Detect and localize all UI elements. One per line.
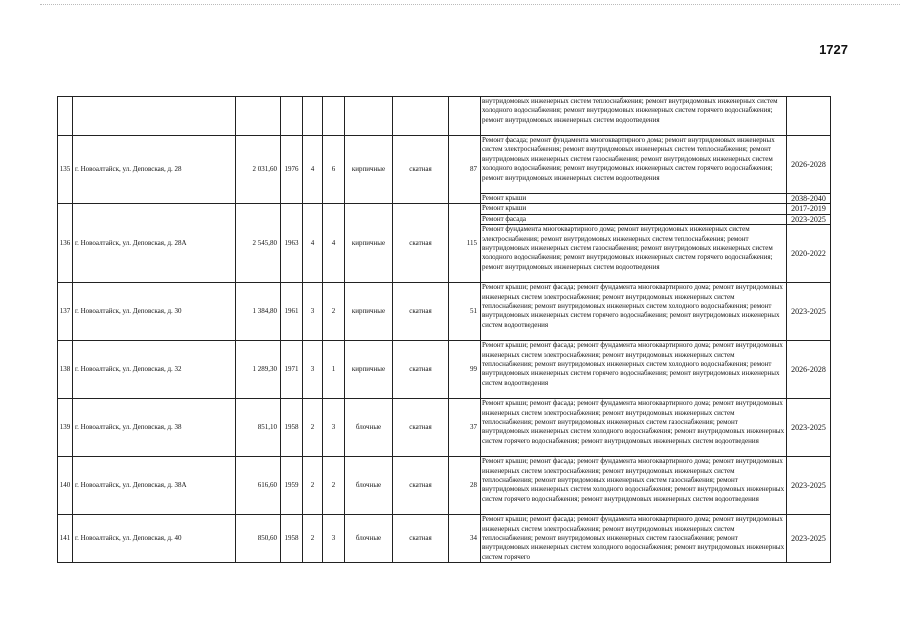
period-cell: 2023-2025 (787, 214, 831, 224)
entrances-cell: 2 (323, 457, 345, 515)
margin-cell (831, 457, 841, 515)
scan-artifact-line (40, 4, 900, 9)
margin-cell (831, 399, 841, 457)
row-number: 138 (58, 341, 73, 399)
entrances-cell: 4 (323, 204, 345, 283)
margin-cell (831, 341, 841, 399)
period-cell: 2020-2022 (787, 225, 831, 283)
table-row (58, 283, 841, 341)
area-cell: 1 289,30 (236, 341, 281, 399)
walls-cell: кирпичные (345, 341, 393, 399)
year-cell: 1971 (281, 341, 303, 399)
year-cell: 1958 (281, 515, 303, 563)
entrances-cell: 3 (323, 399, 345, 457)
table-row (58, 515, 841, 563)
table-row (58, 341, 841, 399)
address-cell: г. Новоалтайск, ул. Деповская, д. 30 (73, 283, 236, 341)
table-row (58, 204, 841, 214)
year-cell: 1958 (281, 399, 303, 457)
works-cell: Ремонт крыши (481, 194, 787, 204)
floors-cell: 2 (303, 515, 323, 563)
area-cell: 850,60 (236, 515, 281, 563)
address-cell: г. Новоалтайск, ул. Деповская, д. 28 (73, 136, 236, 204)
table-row-continued (58, 97, 841, 136)
address-cell: г. Новоалтайск, ул. Деповская, д. 28А (73, 204, 236, 283)
address-cell: г. Новоалтайск, ул. Деповская, д. 40 (73, 515, 236, 563)
address-cell: г. Новоалтайск, ул. Деповская, д. 38 (73, 399, 236, 457)
residents-cell: 37 (449, 399, 481, 457)
entrances-cell: 2 (323, 283, 345, 341)
walls-cell: блочные (345, 457, 393, 515)
residents-cell: 28 (449, 457, 481, 515)
margin-cell (831, 515, 841, 563)
margin-cell (831, 136, 841, 204)
period-cell: 2026-2028 (787, 136, 831, 194)
margin-cell (831, 283, 841, 341)
table-body (58, 97, 841, 563)
roof-cell: скатная (393, 204, 449, 283)
walls-cell: кирпичные (345, 283, 393, 341)
area-cell: 2 545,80 (236, 204, 281, 283)
works-cell: Ремонт крыши (481, 204, 787, 214)
row-number: 137 (58, 283, 73, 341)
works-cell: Ремонт крыши; ремонт фасада; ремонт фундамента многоквартирного дома; ремонт внутридомовых инженерных систем электроснабжения; ремонт внутридомовых инженерных систем теплоснабжения; ремонт внутридомовых инженерных систем газоснабжения; ремонт внутридомовых инженерных систем холодного водоснабжения; ремонт внутридомовых инженерных систем горячего водоснабжения; ремонт внутридомовых инженерных систем водоотведения (481, 399, 787, 457)
roof-cell: скатная (393, 341, 449, 399)
works-cell: внутридомовых инженерных систем теплоснабжения; ремонт внутридомовых инженерных систем холодного водоснабжения; ремонт внутридомовых инженерных систем горячего водоснабжения; ремонт внутридомовых инженерных систем водоотведения (481, 97, 787, 136)
period-cell: 2023-2025 (787, 515, 831, 563)
row-number: 139 (58, 399, 73, 457)
row-number: 141 (58, 515, 73, 563)
entrances-cell: 6 (323, 136, 345, 204)
year-cell: 1963 (281, 204, 303, 283)
margin-cell (831, 204, 841, 283)
works-cell: Ремонт фундамента многоквартирного дома; ремонт внутридомовых инженерных систем электроснабжения; ремонт внутридомовых инженерных систем теплоснабжения; ремонт внутридомовых инженерных систем газоснабжения; ремонт внутридомовых инженерных систем холодного водоснабжения; ремонт внутридомовых инженерных систем горячего водоснабжения; ремонт внутридомовых инженерных систем водоотведения (481, 225, 787, 283)
roof-cell: скатная (393, 457, 449, 515)
roof-cell: скатная (393, 399, 449, 457)
walls-cell: блочные (345, 399, 393, 457)
residents-cell: 34 (449, 515, 481, 563)
roof-cell: скатная (393, 283, 449, 341)
floors-cell: 2 (303, 457, 323, 515)
floors-cell: 4 (303, 204, 323, 283)
area-cell: 1 384,80 (236, 283, 281, 341)
period-cell: 2023-2025 (787, 283, 831, 341)
residents-cell: 51 (449, 283, 481, 341)
area-cell: 2 031,60 (236, 136, 281, 204)
area-cell: 851,10 (236, 399, 281, 457)
walls-cell: кирпичные (345, 136, 393, 204)
floors-cell: 4 (303, 136, 323, 204)
table-row (58, 136, 841, 194)
works-cell: Ремонт крыши; ремонт фасада; ремонт фундамента многоквартирного дома; ремонт внутридомовых инженерных систем электроснабжения; ремонт внутридомовых инженерных систем теплоснабжения; ремонт внутридомовых инженерных систем холодного водоснабжения; ремонт внутридомовых инженерных систем горячего водоснабжения; ремонт внутридомовых инженерных систем водоотведения (481, 283, 787, 341)
year-cell: 1959 (281, 457, 303, 515)
works-cell: Ремонт крыши; ремонт фасада; ремонт фундамента многоквартирного дома; ремонт внутридомовых инженерных систем электроснабжения; ремонт внутридомовых инженерных систем теплоснабжения; ремонт внутридомовых инженерных систем газоснабжения; ремонт внутридомовых инженерных систем холодного водоснабжения; ремонт внутридомовых инженерных систем горячего водоснабжения; ремонт внутридомовых инженерных систем водоотведения (481, 457, 787, 515)
entrances-cell: 1 (323, 341, 345, 399)
year-cell: 1961 (281, 283, 303, 341)
floors-cell: 3 (303, 283, 323, 341)
period-cell: 2023-2025 (787, 457, 831, 515)
row-number: 135 (58, 136, 73, 204)
period-cell: 2017-2019 (787, 204, 831, 214)
capital-repair-table (57, 96, 841, 563)
row-number: 136 (58, 204, 73, 283)
residents-cell: 115 (449, 204, 481, 283)
period-cell: 2038-2040 (787, 194, 831, 204)
address-cell: г. Новоалтайск, ул. Деповская, д. 32 (73, 341, 236, 399)
floors-cell: 2 (303, 399, 323, 457)
works-cell: Ремонт фасада (481, 214, 787, 224)
works-cell: Ремонт фасада; ремонт фундамента многоквартирного дома; ремонт внутридомовых инженерных систем электроснабжения; ремонт внутридомовых инженерных систем теплоснабжения; ремонт внутридомовых инженерных систем газоснабжения; ремонт внутридомовых инженерных систем холодного водоснабжения; ремонт внутридомовых инженерных систем горячего водоснабжения; ремонт внутридомовых инженерных систем водоотведения (481, 136, 787, 194)
works-cell: Ремонт крыши; ремонт фасада; ремонт фундамента многоквартирного дома; ремонт внутридомовых инженерных систем электроснабжения; ремонт внутридомовых инженерных систем теплоснабжения; ремонт внутридомовых инженерных систем холодного водоснабжения; ремонт внутридомовых инженерных систем горячего водоснабжения; ремонт внутридомовых инженерных систем водоотведения (481, 341, 787, 399)
residents-cell: 87 (449, 136, 481, 204)
works-cell: Ремонт крыши; ремонт фасада; ремонт фундамента многоквартирного дома; ремонт внутридомовых инженерных систем электроснабжения; ремонт внутридомовых инженерных систем теплоснабжения; ремонт внутридомовых инженерных систем газоснабжения; ремонт внутридомовых инженерных систем холодного водоснабжения; ремонт внутридомовых инженерных систем горячего (481, 515, 787, 563)
roof-cell: скатная (393, 515, 449, 563)
roof-cell: скатная (393, 136, 449, 204)
floors-cell: 3 (303, 341, 323, 399)
period-cell: 2026-2028 (787, 341, 831, 399)
page-number: 1727 (819, 42, 848, 57)
period-cell: 2023-2025 (787, 399, 831, 457)
walls-cell: кирпичные (345, 204, 393, 283)
entrances-cell: 3 (323, 515, 345, 563)
walls-cell: блочные (345, 515, 393, 563)
table-row (58, 399, 841, 457)
year-cell: 1976 (281, 136, 303, 204)
table-row (58, 457, 841, 515)
residents-cell: 99 (449, 341, 481, 399)
address-cell: г. Новоалтайск, ул. Деповская, д. 38А (73, 457, 236, 515)
area-cell: 616,60 (236, 457, 281, 515)
row-number: 140 (58, 457, 73, 515)
